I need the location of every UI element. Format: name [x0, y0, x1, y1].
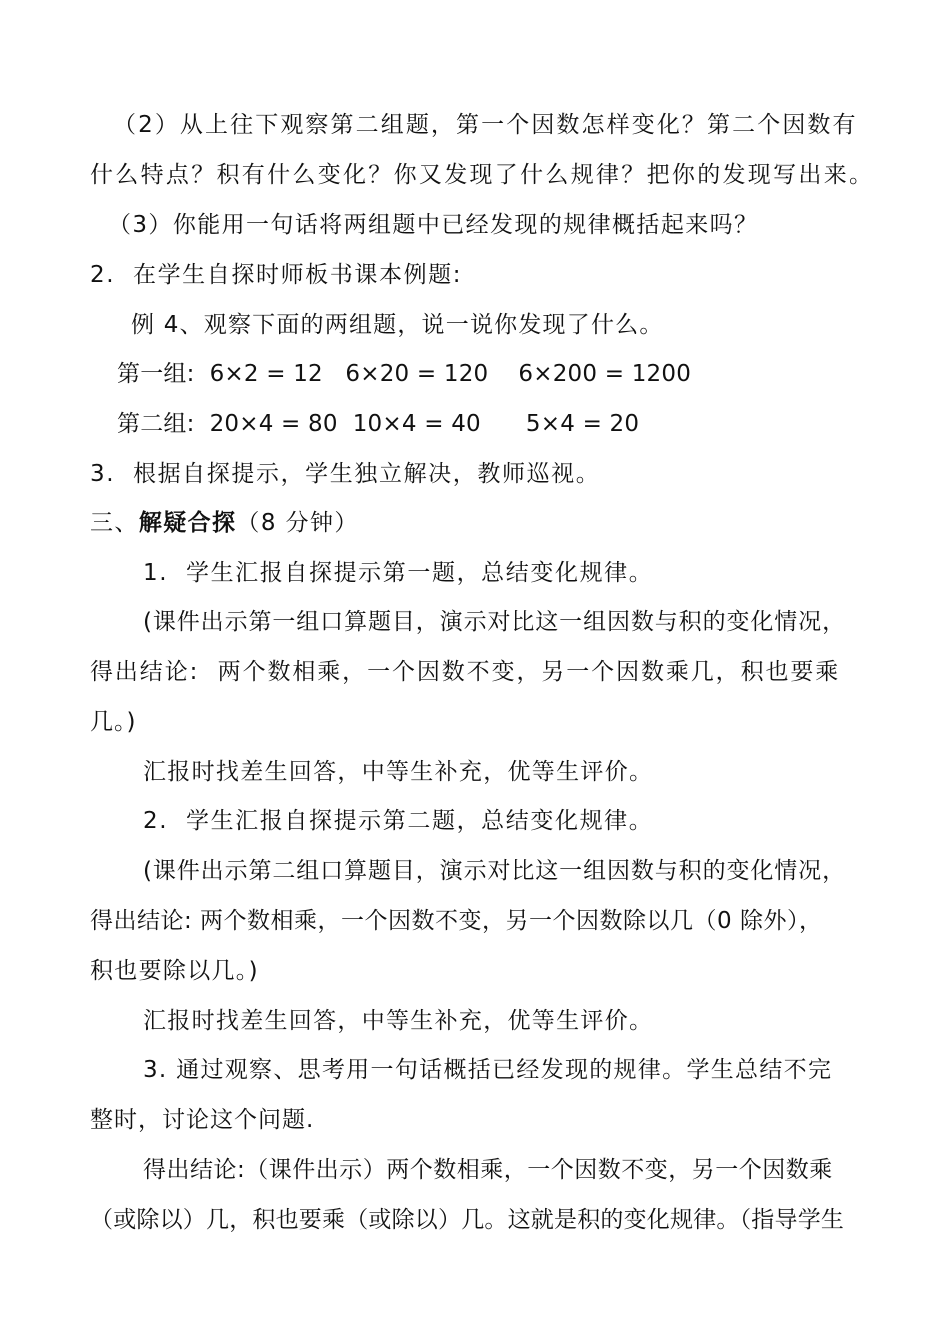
courseware-2-line3: 积也要除以几。) — [90, 958, 259, 984]
section-3-title: 解疑合探 — [138, 510, 237, 536]
report-1: 1. 学生汇报自探提示第一题，总结变化规律。 — [143, 560, 654, 586]
courseware-2-line2: 得出结论: 两个数相乘，一个因数不变，另一个因数除以几（0 除外）， — [90, 908, 823, 934]
courseware-1-line3: 几。) — [90, 709, 137, 735]
summary-line1: 3. 通过观察、思考用一句话概括已经发现的规律。学生总结不完 — [143, 1057, 833, 1083]
summary-line2: 整时，讨论这个问题. — [90, 1107, 315, 1133]
conclusion-line1: 得出结论:（课件出示）两个数相乘，一个因数不变，另一个因数乘 — [143, 1157, 833, 1183]
section-3-number: 三、 — [90, 510, 139, 536]
report-feedback-1: 汇报时找差生回答，中等生补充，优等生评价。 — [143, 759, 654, 785]
step-2-heading: 2. 在学生自探时师板书课本例题: — [90, 262, 463, 288]
courseware-2-line1: (课件出示第二组口算题目，演示对比这一组因数与积的变化情况， — [143, 858, 846, 884]
question-2-line2: 什么特点？积有什么变化？你又发现了什么规律？把你的发现写出来。 — [90, 162, 875, 188]
step-3: 3. 根据自探提示，学生独立解决，教师巡视。 — [90, 461, 601, 487]
report-2: 2. 学生汇报自探提示第二题，总结变化规律。 — [143, 808, 654, 834]
question-3: （3）你能用一句话将两组题中已经发现的规律概括起来吗？ — [108, 212, 759, 238]
group-one-equations: 第一组: 6×2 = 12 6×20 = 120 6×200 = 1200 — [117, 361, 692, 387]
example-4-title: 例 4、观察下面的两组题，说一说你发现了什么。 — [131, 312, 664, 338]
section-3-duration: （8 分钟） — [236, 510, 359, 536]
conclusion-line2: （或除以）几，积也要乘（或除以）几。这就是积的变化规律。（指导学生 — [90, 1207, 845, 1233]
courseware-1-line1: (课件出示第一组口算题目，演示对比这一组因数与积的变化情况， — [143, 609, 846, 635]
report-feedback-2: 汇报时找差生回答，中等生补充，优等生评价。 — [143, 1008, 654, 1034]
courseware-1-line2: 得出结论: 两个数相乘，一个因数不变，另一个因数乘几，积也要乘 — [90, 659, 841, 685]
section-3-heading — [90, 508, 359, 538]
group-two-equations: 第二组: 20×4 = 80 10×4 = 40 5×4 = 20 — [117, 411, 640, 437]
question-2-line1: （2）从上往下观察第二组题，第一个因数怎样变化？第二个因数有 — [113, 112, 858, 138]
